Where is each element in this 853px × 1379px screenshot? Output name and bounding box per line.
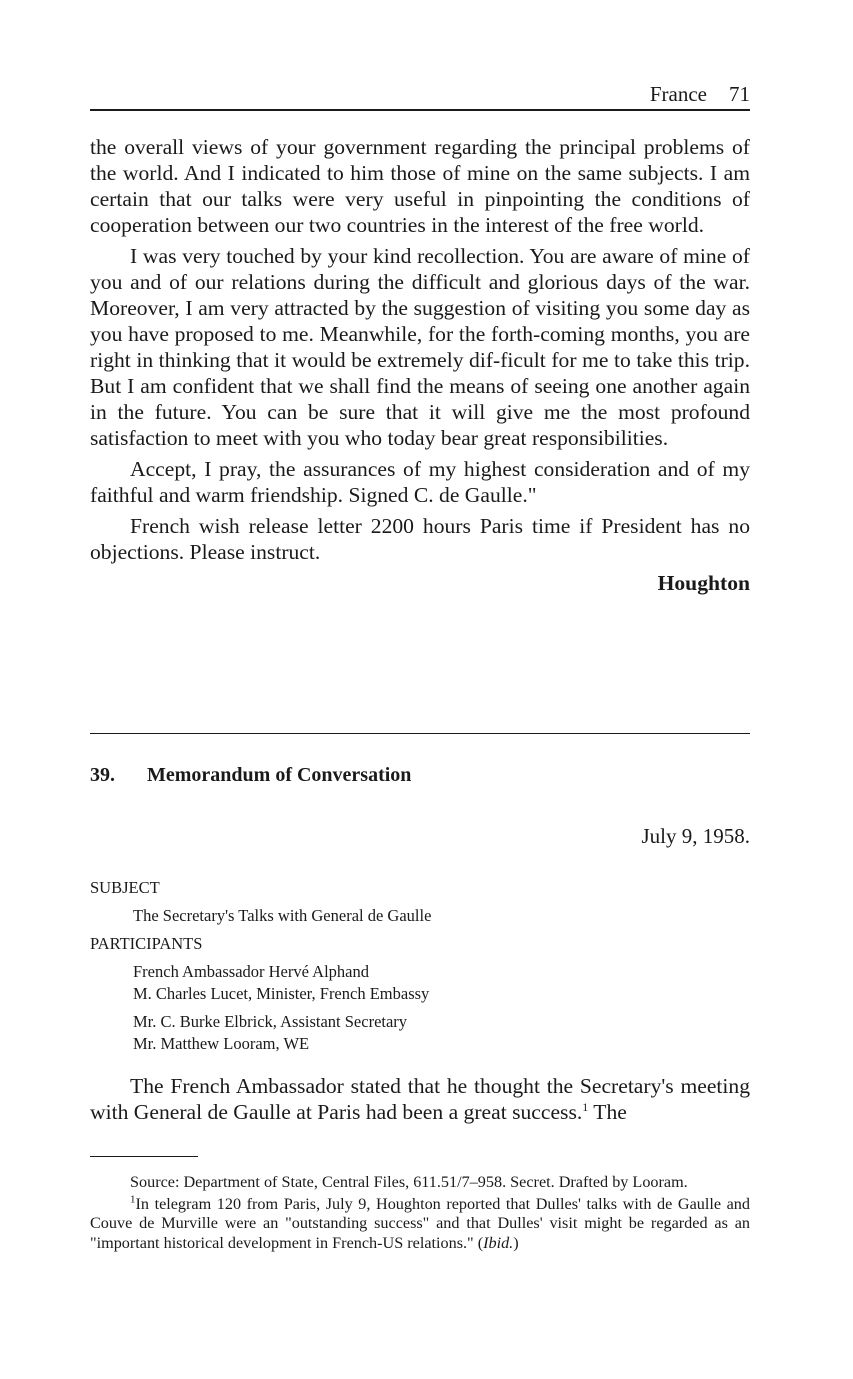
footnote-text: In telegram 120 from Paris, July 9, Houghton reported that Dulles' talks with de Gaulle and Couve de Murville were an "outstanding success" and that Dulles' visit might be regarded as an "important historical development in French-US relations." ( [90, 1194, 750, 1252]
participant: Mr. Matthew Looram, WE [133, 1034, 310, 1053]
footnotes [90, 1173, 750, 1255]
section-divider [90, 733, 750, 734]
document-title: Memorandum of Conversation [147, 764, 412, 786]
document-date: July 9, 1958. [641, 824, 750, 848]
paragraph [90, 1073, 750, 1125]
footnote-reference: 1 [582, 1099, 589, 1114]
footnote-ibid: Ibid. [483, 1233, 514, 1252]
header-section: France [649, 82, 707, 106]
paragraph: French wish release letter 2200 hours Paris time if President has no objections. Please instruct. [90, 514, 750, 564]
memo-body-text: The French Ambassador stated that he thought the Secretary's meeting with General de Gaulle at Paris had been a great success. [90, 1074, 750, 1124]
participant: French Ambassador Hervé Alphand [133, 962, 369, 981]
memo-body-tail: The [588, 1100, 627, 1124]
memo-body [90, 1073, 750, 1125]
running-header [90, 82, 750, 108]
document-heading [90, 764, 411, 787]
footnote-close: ) [513, 1233, 519, 1252]
participant: M. Charles Lucet, Minister, French Embassy [133, 984, 430, 1003]
footnote-mark: 1 [130, 1193, 136, 1206]
paragraph: the overall views of your government regarding the principal problems of the world. And I indicated to him those of mine on the same subjects. I am certain that our talks were very useful in pinpointing the conditions of cooperation between our two countries in the interest of the free world. [90, 135, 750, 237]
footnote-1 [90, 1195, 750, 1254]
document-number: 39. [90, 764, 115, 786]
participant: Mr. C. Burke Elbrick, Assistant Secretary [133, 1012, 408, 1031]
source-note: Source: Department of State, Central Files, 611.51/7–958. Secret. Drafted by Looram. [130, 1173, 688, 1191]
header-rule [90, 109, 750, 111]
footnote-rule [90, 1156, 198, 1157]
header-page-number: 71 [729, 82, 750, 106]
subject-label: SUBJECT [90, 878, 160, 897]
paragraph: Accept, I pray, the assurances of my highest consideration and of my faithful and warm friendship. Signed C. de Gaulle." [90, 457, 750, 507]
memo-metadata [90, 877, 750, 1055]
subject-text: The Secretary's Talks with General de Gaulle [133, 906, 432, 925]
signer-name: Houghton [657, 571, 750, 595]
continued-letter-text [90, 134, 750, 596]
participants-label: PARTICIPANTS [90, 934, 203, 953]
paragraph: I was very touched by your kind recollection. You are aware of mine of you and of our relations during the difficult and glorious days of the war. Moreover, I am very attracted by the suggestion of visiting you some day as you have proposed to me. Meanwhile, for the forth-coming months, you are right in thinking that it would be extremely dif-ficult for me to take this trip. But I am confident that we shall find the means of seeing one another again in the future. You can be sure that it will give me the most profound satisfaction to meet with you who today bear great responsibilities. [90, 244, 750, 450]
